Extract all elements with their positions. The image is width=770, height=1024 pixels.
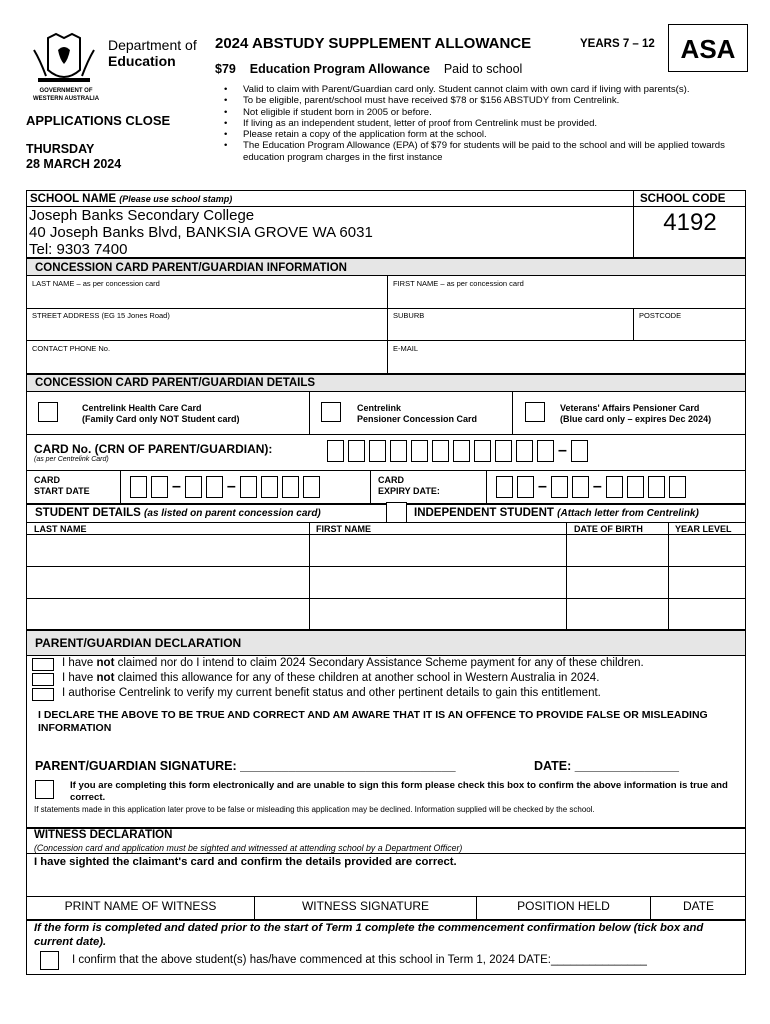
declaration-checkbox-1[interactable] bbox=[32, 658, 54, 671]
card-expiry-date-input[interactable]: – – bbox=[496, 476, 690, 498]
witness-heading: WITNESS DECLARATION bbox=[34, 829, 173, 841]
street-address-field[interactable]: STREET ADDRESS (EG 15 Jones Road) bbox=[32, 311, 170, 320]
table-row[interactable] bbox=[27, 567, 745, 598]
warning-note: If statements made in this application later prove to be false or misleading this application may be declined. Information supplied will be checked by the school. bbox=[34, 805, 595, 814]
last-name-field[interactable]: LAST NAME – as per concession card bbox=[32, 279, 160, 288]
crn-label: CARD No. (CRN OF PARENT/GUARDIAN): (as per Centrelink Card) bbox=[34, 442, 273, 463]
eligibility-list bbox=[215, 84, 745, 163]
school-code-value: 4192 bbox=[663, 209, 717, 236]
witness-statement: I have sighted the claimant's card and confirm the details provided are correct. bbox=[34, 856, 457, 868]
table-row[interactable] bbox=[27, 535, 745, 566]
school-stamp: Joseph Banks Secondary College 40 Joseph Banks Blvd, BANKSIA GROVE WA 6031 Tel: 9303 7400 bbox=[29, 207, 373, 258]
commencement-checkbox[interactable] bbox=[40, 951, 59, 970]
crn-input[interactable]: – bbox=[327, 440, 592, 462]
veterans-card-label: Veterans' Affairs Pensioner Card (Blue card only – expires Dec 2024) bbox=[560, 403, 712, 424]
list-item: • Valid to claim with Parent/Guardian card only. Student cannot claim with own card if living with parents(s). bbox=[215, 84, 745, 95]
parent-date-field[interactable]: DATE: _______________ bbox=[534, 759, 680, 773]
amount-line: $79 Education Program Allowance Paid to school bbox=[215, 62, 523, 76]
col-date-of-birth: DATE OF BIRTH bbox=[574, 524, 643, 534]
close-date: THURSDAY 28 MARCH 2024 bbox=[26, 142, 122, 171]
declaration-checkbox-3[interactable] bbox=[32, 688, 54, 701]
school-code-label: SCHOOL CODE bbox=[640, 193, 726, 205]
pensioner-card-checkbox[interactable] bbox=[321, 402, 341, 422]
gov-label: GOVERNMENT OF WESTERN AUSTRALIA bbox=[32, 88, 100, 102]
phone-field[interactable]: CONTACT PHONE No. bbox=[32, 344, 111, 353]
declaration-checkbox-2[interactable] bbox=[32, 673, 54, 686]
first-name-field[interactable]: FIRST NAME – as per concession card bbox=[393, 279, 524, 288]
crest-logo bbox=[28, 30, 100, 86]
veterans-card-checkbox[interactable] bbox=[525, 402, 545, 422]
health-care-card-label: Centrelink Health Care Card (Family Card only NOT Student card) bbox=[82, 403, 240, 424]
declaration-heading: PARENT/GUARDIAN DECLARATION bbox=[35, 636, 242, 650]
years-label: YEARS 7 – 12 bbox=[580, 38, 655, 50]
card-details-heading: CONCESSION CARD PARENT/GUARDIAN DETAILS bbox=[35, 377, 316, 389]
list-item: • The Education Program Allowance (EPA) of $79 for students will be paid to the school and will be applied towards education program charges in the first instance bbox=[215, 140, 745, 163]
parent-info-heading: CONCESSION CARD PARENT/GUARDIAN INFORMATION bbox=[35, 262, 347, 274]
list-item: • If living as an independent student, letter of proof from Centrelink must be provided. bbox=[215, 118, 745, 129]
commencement-confirm[interactable]: I confirm that the above student(s) has/have commenced at this school in Term 1, 2024 DATE:_______________ bbox=[72, 954, 647, 966]
suburb-field[interactable]: SUBURB bbox=[393, 311, 425, 320]
parent-signature-field[interactable]: PARENT/GUARDIAN SIGNATURE: _______________________________ bbox=[35, 759, 456, 773]
witness-name-field[interactable]: PRINT NAME OF WITNESS bbox=[64, 899, 217, 913]
witness-position-field[interactable]: POSITION HELD bbox=[517, 899, 610, 913]
card-start-label: CARD START DATE bbox=[34, 475, 90, 496]
table-row[interactable] bbox=[27, 599, 745, 630]
list-item: • To be eligible, parent/school must have received $78 or $156 ABSTUDY from Centrelink. bbox=[215, 95, 745, 106]
commencement-instruction: If the form is completed and dated prior to the start of Term 1 complete the commencement confirmation below (tick box and current date). bbox=[34, 922, 704, 948]
witness-signature-field[interactable]: WITNESS SIGNATURE bbox=[301, 899, 430, 913]
form-code-badge: ASA bbox=[668, 24, 748, 72]
applications-close: APPLICATIONS CLOSE bbox=[26, 113, 171, 128]
pensioner-card-label: Centrelink Pensioner Concession Card bbox=[357, 403, 478, 424]
email-field[interactable]: E-MAIL bbox=[393, 344, 419, 353]
student-details-heading: STUDENT DETAILS (as listed on parent concession card) bbox=[35, 507, 321, 519]
card-expiry-label: CARD EXPIRY DATE: bbox=[378, 475, 440, 496]
department-name: Department of Education bbox=[108, 37, 197, 69]
electronic-confirm-checkbox[interactable] bbox=[35, 780, 54, 799]
declaration-item-3: I authorise Centrelink to verify my current benefit status and other pertinent details to gain this entitlement. bbox=[62, 687, 601, 699]
col-first-name: FIRST NAME bbox=[316, 524, 371, 534]
postcode-field[interactable]: POSTCODE bbox=[639, 311, 682, 320]
electronic-confirm-label: If you are completing this form electronically and are unable to sign this form please check this box to confirm the above information is true and correct. bbox=[70, 780, 728, 803]
col-last-name: LAST NAME bbox=[34, 524, 87, 534]
independent-student-checkbox[interactable] bbox=[386, 502, 407, 523]
declare-statement: I DECLARE THE ABOVE TO BE TRUE AND CORRECT AND AM AWARE THAT IT IS AN OFFENCE TO PROVIDE FALSE OR MISLEADING INFORMATION bbox=[38, 709, 708, 734]
independent-student-label: INDEPENDENT STUDENT (Attach letter from Centrelink) bbox=[414, 507, 699, 519]
declaration-item-1: I have not claimed nor do I intend to claim 2024 Secondary Assistance Scheme payment for any of these children. bbox=[62, 657, 644, 669]
list-item: • Not eligible if student born in 2005 or before. bbox=[215, 107, 745, 118]
card-start-date-input[interactable]: – – bbox=[130, 476, 324, 498]
list-item: • Please retain a copy of the application form at the school. bbox=[215, 129, 745, 140]
witness-date-field[interactable]: DATE bbox=[682, 899, 715, 913]
col-year-level: YEAR LEVEL bbox=[675, 524, 732, 534]
health-care-card-checkbox[interactable] bbox=[38, 402, 58, 422]
witness-hint: (Concession card and application must be sighted and witnessed at attending school by a Department Officer) bbox=[34, 843, 463, 853]
declaration-item-2: I have not claimed this allowance for any of these children at another school in Western Australia in 2024. bbox=[62, 672, 600, 684]
form-title: 2024 ABSTUDY SUPPLEMENT ALLOWANCE bbox=[215, 35, 532, 52]
school-name-label: SCHOOL NAME (Please use school stamp) bbox=[30, 193, 233, 205]
